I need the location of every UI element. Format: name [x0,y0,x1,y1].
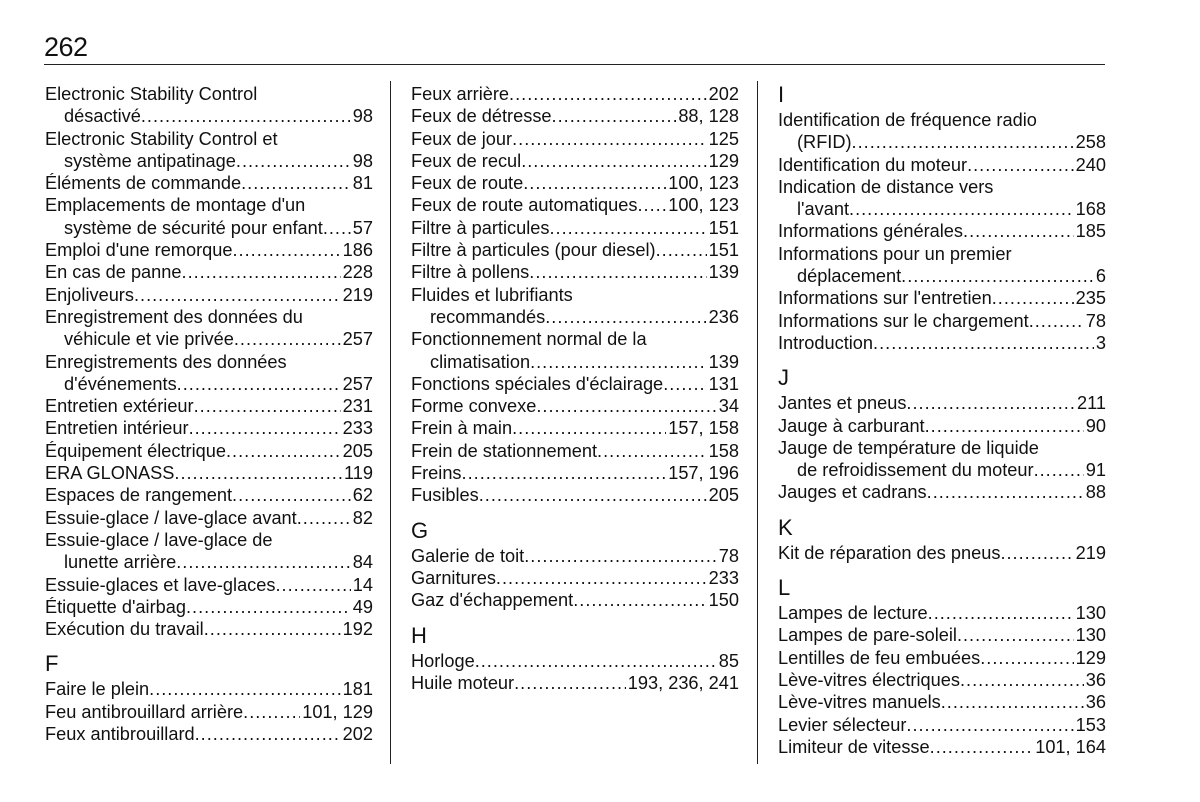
page-reference: 130 [1075,603,1106,624]
dot-leader [1000,542,1073,564]
dot-leader [134,284,341,306]
index-entry [45,574,373,596]
page-reference: 131 [708,373,739,394]
entry-term: l'avant [797,199,850,220]
entry-term: Fonctionnement normal de la [411,329,647,350]
page-reference: 202 [342,724,373,745]
page-reference: 186 [342,240,373,261]
page-reference: 168 [1075,199,1106,220]
entry-term: Enregistrements des données [45,351,287,372]
entry-term: Lève-vitres électriques [778,669,960,690]
entry-term: Emploi d'une remorque [45,240,233,261]
index-entry [778,220,1106,242]
index-entry [411,589,739,611]
page-reference: 100, 123 [668,173,739,194]
page-reference: 236 [708,306,739,327]
page-reference: 98 [352,150,373,171]
entry-term: lunette arrière [64,552,177,573]
entry-term: Feux de route automatiques [411,195,638,216]
entry-term: Informations sur le chargement [778,310,1029,331]
section-letter: J [778,365,789,391]
entry-term: Identification du moteur [778,154,968,175]
dot-leader [930,736,1034,758]
page-reference: 158 [708,440,739,461]
dot-leader [182,261,341,283]
entry-term: Entretien extérieur [45,396,194,417]
dot-leader [523,172,666,194]
index-entry [411,462,739,484]
page-reference: 235 [1075,288,1106,309]
dot-leader [524,545,717,567]
page-reference: 85 [718,650,739,671]
dot-leader [549,217,706,239]
entry-term: Feux antibrouillard [45,724,195,745]
entry-term: Kit de réparation des pneus [778,542,1001,563]
page-reference: 88, 128 [678,106,739,127]
index-entry [45,529,373,574]
page-reference: 211 [1077,393,1106,414]
index-entry [411,650,739,672]
dot-leader [1029,310,1084,332]
page-reference: 49 [352,596,373,617]
entry-term: système de sécurité pour enfant [64,217,323,238]
page-reference: 88 [1085,482,1106,503]
entry-term: Exécution du travail [45,619,204,640]
index-entry [45,484,373,506]
dot-leader [529,261,706,283]
index-entry [778,415,1106,437]
dot-leader [194,395,341,417]
entry-term: Jantes et pneus [778,393,907,414]
entry-term: Fusibles [411,485,479,506]
page-reference: 257 [342,373,373,394]
page-reference: 36 [1085,669,1106,690]
index-entry [45,701,373,723]
index-entry [778,714,1106,736]
entry-term: Essuie-glaces et lave-glaces [45,574,276,595]
entry-term: Informations pour un premier [778,243,1012,264]
dot-leader [514,672,626,694]
index-entry [45,284,373,306]
index-entry [778,669,1106,691]
index-entry [45,417,373,439]
dot-leader [512,128,707,150]
index-column-2 [411,83,739,694]
index-entry [411,105,739,127]
dot-leader [536,395,716,417]
page-reference: 57 [352,217,373,238]
index-entry [411,128,739,150]
index-entry [778,392,1106,414]
dot-leader [297,507,351,529]
index-entry [778,243,1106,288]
dot-leader [475,650,717,672]
page-reference: 34 [718,396,739,417]
dot-leader [176,551,351,573]
dot-leader [226,440,341,462]
index-entry [45,128,373,173]
page-reference: 193, 236, 241 [627,672,739,693]
dot-leader [149,678,341,700]
dot-leader [545,306,706,328]
index-entry [411,567,739,589]
page-reference: 3 [1095,332,1106,353]
dot-leader [637,194,666,216]
entry-term: d'événements [64,373,177,394]
index-entry [778,624,1106,646]
entry-term: Feux de détresse [411,106,552,127]
entry-term: Feux arrière [411,84,510,104]
dot-leader [906,392,1075,414]
index-entry [778,691,1106,713]
dot-leader [957,624,1074,646]
entry-term: Entretien intérieur [45,418,189,439]
index-entry [411,373,739,395]
page-reference: 157, 196 [668,463,739,484]
dot-leader [963,220,1074,242]
dot-leader [967,154,1074,176]
entry-term: Garnitures [411,567,496,588]
index-entry [411,239,739,261]
dot-leader [1034,459,1084,481]
index-entry [411,545,739,567]
page-reference: 157, 158 [668,418,739,439]
entry-term: En cas de panne [45,262,182,283]
dot-leader [232,239,340,261]
dot-leader [906,714,1073,736]
entry-term: (RFID) [797,132,852,153]
index-entry [45,306,373,351]
index-entry [45,351,373,396]
entry-term: Gaz d'échappement [411,590,574,611]
page-reference: 129 [1075,647,1106,668]
entry-term: Lampes de pare-soleil [778,625,957,646]
index-entry [778,109,1106,154]
page-reference: 14 [352,574,373,595]
entry-term: Electronic Stability Control et [45,128,278,149]
dot-leader [479,484,707,506]
entry-term: Jauge à carburant [778,415,925,436]
index-entry [411,172,739,194]
entry-term: Fonctions spéciales d'éclairage [411,373,664,394]
section-letter: I [778,82,785,107]
index-entry [411,417,739,439]
entry-term: Jauges et cadrans [778,482,927,503]
entry-term: Freins [411,463,462,484]
index-entry [411,194,739,216]
entry-term: Frein de stationnement [411,440,598,461]
entry-term: Feux de recul [411,150,522,171]
section-letter: G [411,517,429,543]
index-column-1 [45,83,373,745]
page-reference: 129 [708,150,739,171]
page-reference: 101, 164 [1035,736,1106,757]
dot-leader [243,701,300,723]
entry-term: Étiquette d'airbag [45,596,186,617]
dot-leader [552,105,677,127]
page-reference: 119 [344,463,373,484]
entry-term: recommandés [430,306,546,327]
page-reference: 202 [708,84,739,104]
dot-leader [234,328,341,350]
entry-term: Jauge de température de liquide [778,437,1039,458]
dot-leader [849,198,1074,220]
dot-leader [241,172,351,194]
entry-term: Frein à main [411,418,513,439]
dot-leader [509,83,707,105]
page-reference: 219 [1075,542,1106,563]
index-entry [45,172,373,194]
page-reference: 36 [1085,692,1106,713]
entry-term: Feux de jour [411,128,513,149]
entry-term: système antipatinage [64,150,236,171]
index-entry [45,618,373,640]
entry-term: Identification de fréquence radio [778,110,1037,130]
entry-term: Filtre à pollens [411,262,530,283]
index-entry [411,83,739,105]
page-reference: 130 [1075,625,1106,646]
page-reference: 258 [1075,132,1106,153]
entry-term: Filtre à particules [411,217,550,238]
dot-leader [928,602,1074,624]
column-divider [390,81,391,764]
index-entry [45,507,373,529]
dot-leader [174,462,342,484]
section-letter: L [778,575,791,601]
entry-term: Galerie de toit [411,545,525,566]
page-reference: 101, 129 [302,701,373,722]
dot-leader [232,484,351,506]
column-divider [757,81,758,764]
entry-term: Lève-vitres manuels [778,692,941,713]
index-entry [45,239,373,261]
index-entry [778,736,1106,758]
page-reference: 98 [352,106,373,127]
page-reference: 78 [1085,310,1106,331]
entry-term: Enjoliveurs [45,284,134,305]
index-entry [778,602,1106,624]
dot-leader [992,287,1074,309]
index-entry [778,154,1106,176]
index-entry [411,672,739,694]
entry-term: Limiteur de vitesse [778,736,930,757]
dot-leader [960,669,1084,691]
index-entry [411,440,739,462]
entry-term: Équipement électrique [45,440,226,461]
index-entry [778,542,1106,564]
entry-term: Forme convexe [411,396,537,417]
dot-leader [323,217,351,239]
page-number: 262 [44,32,88,62]
dot-leader [980,647,1073,669]
index-entry [45,440,373,462]
index-entry [45,723,373,745]
dot-leader [141,105,351,127]
entry-term: Lampes de lecture [778,603,928,624]
index-entry [778,481,1106,503]
page-reference: 228 [342,262,373,283]
index-entry [45,261,373,283]
entry-term: Indication de distance vers [778,176,994,197]
page-reference: 151 [708,217,739,238]
dot-leader [941,691,1084,713]
dot-leader [656,239,707,261]
entry-term: Huile moteur [411,672,515,693]
entry-term: Essuie-glace / lave-glace avant [45,507,297,528]
page-reference: 185 [1075,221,1106,242]
index-entry [45,462,373,484]
dot-leader [521,150,706,172]
entry-term: Essuie-glace / lave-glace de [45,529,273,550]
dot-leader [236,150,351,172]
index-entry [778,176,1106,221]
index-entry [778,647,1106,669]
dot-leader [512,417,666,439]
index-entry [778,332,1106,354]
entry-term: Lentilles de feu embuées [778,647,981,668]
page-reference: 82 [352,507,373,528]
dot-leader [496,567,707,589]
dot-leader [873,332,1094,354]
page-reference: 153 [1075,714,1106,735]
page-reference: 257 [342,329,373,350]
entry-term: Emplacements de montage d'un [45,195,306,216]
dot-leader [852,131,1074,153]
entry-term: désactivé [64,106,141,127]
dot-leader [663,373,706,395]
dot-leader [925,415,1084,437]
dot-leader [276,574,351,596]
page-reference: 6 [1095,266,1106,287]
entry-term: Levier sélecteur [778,714,907,735]
index-entry [45,395,373,417]
page-reference: 90 [1085,415,1106,436]
page-reference: 219 [342,284,373,305]
page-reference: 139 [708,351,739,372]
page-reference: 150 [708,590,739,611]
dot-leader [927,481,1084,503]
header-rule [44,64,1105,65]
index-entry [45,596,373,618]
entry-term: Fluides et lubrifiants [411,284,573,305]
index-entry [411,484,739,506]
entry-term: véhicule et vie privée [64,329,234,350]
dot-leader [901,265,1094,287]
entry-term: climatisation [430,351,531,372]
entry-term: déplacement [797,266,902,287]
index-entry [411,261,739,283]
section-letter: H [411,622,427,648]
entry-term: Filtre à particules (pour diesel) [411,240,656,261]
page-reference: 84 [352,552,373,573]
index-entry [411,150,739,172]
page-reference: 91 [1085,460,1106,481]
page-reference: 231 [342,396,373,417]
dot-leader [204,618,341,640]
page-reference: 192 [342,619,373,640]
page-reference: 151 [708,240,739,261]
entry-term: ERA GLONASS [45,463,175,484]
index-entry [45,83,373,128]
dot-leader [195,723,341,745]
page-reference: 240 [1075,154,1106,175]
index-entry [45,678,373,700]
section-letter: K [778,514,793,540]
section-letter: F [45,651,59,677]
index-entry [778,437,1106,482]
index-entry [411,284,739,329]
dot-leader [177,373,341,395]
index-entry [778,287,1106,309]
index-column-3 [778,83,1106,758]
entry-term: Enregistrement des données du [45,306,303,327]
index-entry [411,328,739,373]
entry-term: Horloge [411,650,475,671]
page-reference: 205 [342,440,373,461]
page-reference: 205 [708,485,739,506]
page-reference: 139 [708,262,739,283]
entry-term: de refroidissement du moteur [797,460,1034,481]
entry-term: Introduction [778,332,874,353]
dot-leader [462,462,667,484]
page-reference: 81 [352,173,373,194]
entry-term: Informations sur l'entretien [778,288,992,309]
page-reference: 125 [708,128,739,149]
dot-leader [597,440,707,462]
entry-term: Feux de route [411,173,524,194]
page-reference: 62 [352,485,373,506]
page-reference: 181 [342,679,373,700]
index-entry [778,310,1106,332]
page-reference: 78 [718,545,739,566]
entry-term: Espaces de rangement [45,485,233,506]
entry-term: Electronic Stability Control [45,84,258,104]
dot-leader [189,417,341,439]
entry-term: Faire le plein [45,679,150,700]
dot-leader [573,589,706,611]
entry-term: Feu antibrouillard arrière [45,701,244,722]
page-reference: 233 [708,567,739,588]
dot-leader [530,351,707,373]
index-entry [411,217,739,239]
index-entry [411,395,739,417]
index-entry [45,194,373,239]
entry-term: Éléments de commande [45,173,242,194]
entry-term: Informations générales [778,221,964,242]
dot-leader [186,596,351,618]
page-reference: 233 [342,418,373,439]
page-reference: 100, 123 [668,195,739,216]
